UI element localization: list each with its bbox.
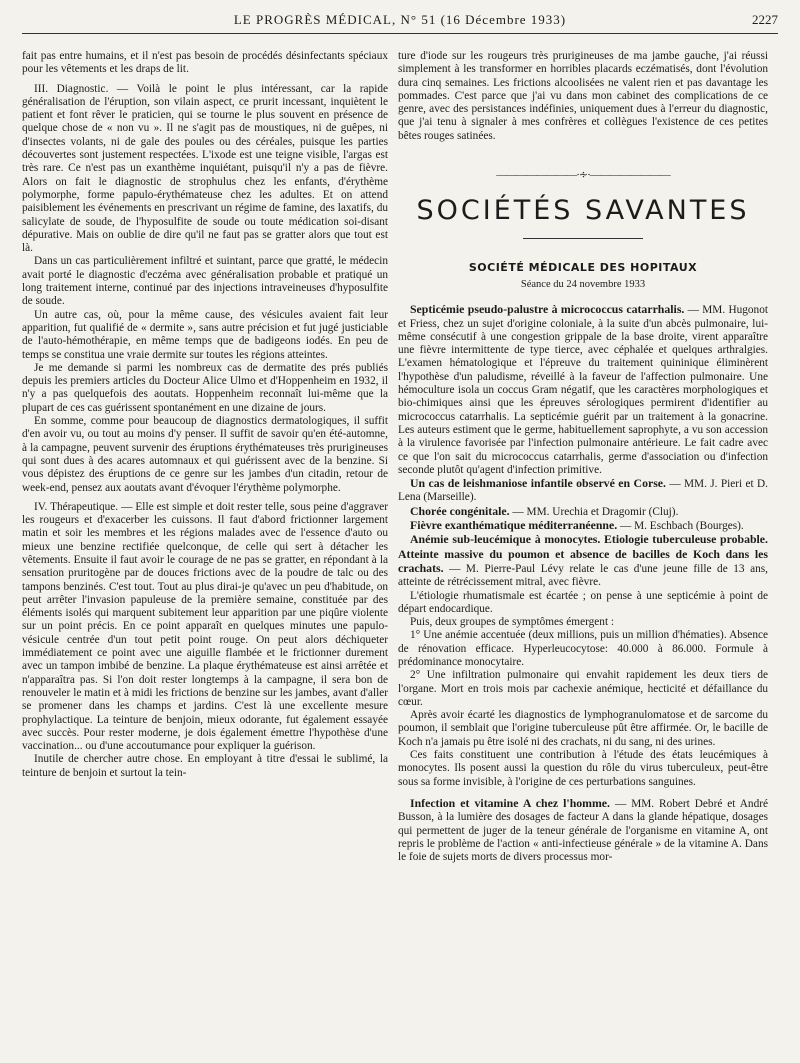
paragraph: Dans un cas particulièrement infiltré et suintant, parce que gratté, le médecin avait porté le diagnostic d'eczéma avec généralisation probable et pratiqué un long traitement interne, continué par des injections intraveineuses d'hyposulfite de soude. (22, 255, 388, 308)
divider (523, 238, 643, 239)
paragraph: 2° Une infiltration pulmonaire qui envahit rapidement les deux tiers de l'organe. Mort en trois mois par cachexie anémique, hecticité et défaillance du cœur. (398, 669, 768, 708)
communication-item (398, 519, 768, 533)
item-title: Anémie sub-leucémique à monocytes. Etiologie tuberculeuse probable. Atteinte massive du poumon et absence de bacilles de Koch dans les crachats. (398, 532, 768, 575)
paragraph: ture d'iode sur les rougeurs très prurigineuses de ma jambe gauche, j'ai réussi simplement à les transformer en horribles placards eczématisés, dont l'évolution dura cinq semaines. Les frictions alcoolisées ne valent rien et pas davantage les pommades. C'est parce que j'ai vu dans mon cabinet des complications de ce genre, avec des persistances indéfinies, uniquement dues à l'erreur du diagnostic, que j'ai tenu à signaler à mes confrères et collègues l'existence de ces petites bêtes rouges satinées. (398, 50, 768, 142)
item-title: Un cas de leishmaniose infantile observé en Corse. (410, 476, 666, 491)
session-date: Séance du 24 novembre 1933 (520, 278, 646, 290)
society-title: SOCIÉTÉ MÉDICALE DES HOPITAUX (468, 260, 698, 274)
communication-item (398, 797, 768, 864)
left-column (22, 50, 388, 780)
page-header (22, 12, 778, 30)
right-column (398, 50, 768, 864)
item-title: Septicémie pseudo-palustre à micrococcus catarrhalis. (410, 302, 685, 317)
paragraph: Puis, deux groupes de symptômes émergent : (410, 616, 615, 629)
paragraph: fait pas entre humains, et il n'est pas besoin de procédés désinfectants spéciaux pour les vêtements et les draps de lit. (22, 50, 388, 76)
paragraph: Après avoir écarté les diagnostics de lymphogranulomatose et de sarcome du poumon, il semblait que l'origine tuberculeuse pût être affirmée. Or, le bacille de Koch n'a jamais pu être isolé ni des crachats, ni du sang, ni des urines. (398, 709, 768, 748)
communication-item (398, 533, 768, 589)
paragraph: 1° Une anémie accentuée (deux millions, puis un million d'hématies). Absence de rénovation efficace. Hyperleucocytose: 40.000 à 86.000. Formule à prédominance monocytaire. (398, 629, 768, 668)
item-body: — M. Pierre-Paul Lévy relate le cas d'une jeune fille de 13 ans, atteinte de rétrécissement mitral, avec fièvre. (398, 562, 768, 589)
page-number: 2227 (752, 12, 778, 27)
section-title: SOCIÉTÉS SAVANTES (416, 195, 750, 227)
communication-item (398, 477, 768, 505)
header-rule (22, 33, 778, 34)
paragraph: Je me demande si parmi les nombreux cas de dermatite des prés publiés depuis les premiers articles du Docteur Alice Ulmo et d'Hoppenheim en 1932, il n'y a pas quelquefois des aoutats. Hoppenheim reconnaît lui-même que la plupart de ces cas guérissent spontanément en une dizaine de jours. (22, 361, 388, 414)
item-title: Infection et vitamine A chez l'homme. (410, 795, 610, 810)
diagnostic-paragraph: III. Diagnostic. — Voilà le point le plus intéressant, car la rapide généralisation de l'éruption, son vilain aspect, ce prurit incessant, inquiètent le patient et font rêver le praticien, qui se tourne le plus souvent en présence de quelque chose de « non vu ». Il ne s'agit pas de moustiques, ni de guêpes, ni d'insectes volants, ni de gale des poules ou des céréales, puisque les parties découvertes sont justement respectées. L'ixode est une teigne visible, l'argas est très rare. Ce n'est pas un exanthème inquiétant, puisqu'il n'y a pas de fièvre. Alors on fait le diagnostic de strophulus chez les enfants, d'érythème polymorphe, forme papulo-érythémateuse chez les adultes. Et on attend paisiblement les événements en prescrivant un régime de famine, des laxatifs, du salicylate de soude, de l'hyposulfite de soude ou toute médication soi-disant dépurative. Mais on oublie de dire qu'il ne faut pas se gratter alors que tout est là. (22, 82, 388, 255)
paragraph: L'étiologie rhumatismale est écartée ; on pense à une septicémie à point de départ endocardique. (398, 589, 768, 615)
ornament-divider: ————————·∻·———————— (496, 169, 670, 182)
item-body: — MM. J. Pieri et D. Lena (Marseille). (398, 478, 768, 504)
item-title: Fièvre exanthématique méditerranéenne. (410, 518, 618, 533)
communication-item (398, 505, 768, 519)
paragraph: Un autre cas, où, pour la même cause, des vésicules avaient fait leur apparition, fut qualifié de « dermite », sans autre précision et fut jugé justiciable de l'auto-hémothérapie, en même temps que de badigeons iodés. En peu de temps se constitua une vraie dermite sur toutes les régions atteintes. (22, 308, 388, 361)
communication-item (398, 303, 768, 477)
item-body: — MM. Hugonot et Friess, chez un sujet d'origine coloniale, à la suite d'un abcès pulmonaire, lui-même consécutif à une congestion grippale de la base droite, virent apparaître une fièvre intermittente de type tierce, avec céphalée et quelques arthralgies. L'examen hématologique et l'épreuve du traitement quininique éliminèrent l'hypothèse d'un paludisme, réveillé à la faveur de l'affection pulmonaire. Une hémoculture isola un coccus Gram négatif, que les caractères morphologiques et bio-chimiques ainsi que les épreuves sérologiques permirent d'identifier au micrococcus catarrhalis. La septicémie guérit par un traitement à la gonacrine. Les auteurs estiment que le germe, habituellement saprophyte, a vu son accession à la virulence favorisée par l'infection pulmonaire antérieure. Le fait cadre avec ce que l'on sait du micrococcus catarrhalis, germe d'association ou d'infection seconde plutôt qu'agent d'infection primitive. (398, 304, 768, 476)
paragraph: Ces faits constituent une contribution à l'étude des états leucémiques à monocytes. Ils posent aussi la question du rôle du virus tuberculeux, peut-être sous sa forme invisible, à l'origine de ces perturbations sanguines. (398, 749, 768, 788)
paragraph: En somme, comme pour beaucoup de diagnostics dermatologiques, il suffit d'en avoir vu, ou tout au moins d'y penser. Il suffit de savoir qu'en été-automne, à la campagne, peuvent survenir des éruptions érythémateuses très prurigineuses qui sont dues à des acares automnaux et qui guérissent avec de la benzine. Si vous dépistez des éruptions de ce genre sur les jambes d'un citadin, retour de week-end, pensez aux aoutats avant d'évoquer l'érythème polymorphe. (22, 415, 388, 494)
item-body: — M. Eschbach (Bourges). (617, 520, 744, 533)
item-body: — MM. Robert Debré et André Busson, à la lumière des dosages de facteur A dans la glande hépatique, dosages qui permettent de juger de la teneur générale de l'organisme en vitamine A, ont repris le problème de l'action « anti-infectieuse générale » de la vitamine A. Dans le foie de sujets morts de divers processus mor- (398, 797, 769, 864)
item-body: — MM. Urechia et Dragomir (Cluj). (509, 505, 679, 518)
item-title: Chorée congénitale. (410, 503, 510, 518)
running-title: LE PROGRÈS MÉDICAL, N° 51 (16 Décembre 1933) (233, 12, 567, 27)
therapeutic-paragraph: IV. Thérapeutique. — Elle est simple et doit rester telle, sous peine d'aggraver les rougeurs et d'exacerber les cuissons. Il faut d'abord frictionner largement matin et soir les membres et les régions malades avec de l'essence d'auto ou mieux une benzine rectifiée quelconque, de celle qui sert à détacher les vêtements. Ensuite il faut avoir le courage de ne pas se gratter, en répondant à la sensation pruritogène par de douces frictions avec de la poudre de talc ou des tampons benzinés. C'est tout. Tout au plus dirai-je qu'avec un peu d'habitude, on peut arrêter l'invasion papuleuse de la première semaine, constituée par des éléments isolés qui marquent subitement leur apparition par une piqûre violente sur un point précis. En ce point apparaît en quelques minutes une papulo-vésicule centrée d'un tout petit point rouge. On peut alors déchiqueter immédiatement ce point avec une aiguille flambée et le frictionner durement avec un tampon imbibé de benzine. La plaque érythémateuse est ainsi arrêtée et n'apparaîtra pas. Si l'on doit rester longtemps à la campagne, il sera bon de renouveler le matin et à midi les frictions de benzine sur les jambes, avant d'aller se promener dans les champs et jardins. C'est là une excellente mesure prophylactique. La teinture de benjoin, mieux odorante, fut également essayée avec succès. Pour rester moderne, je dois également émettre l'hypothèse d'une vaccination... ou d'une accoutumance pour expliquer la guérison. (22, 500, 388, 753)
paragraph: Inutile de chercher autre chose. En employant à titre d'essai le sublimé, la teinture de benjoin et surtout la tein- (22, 753, 388, 779)
